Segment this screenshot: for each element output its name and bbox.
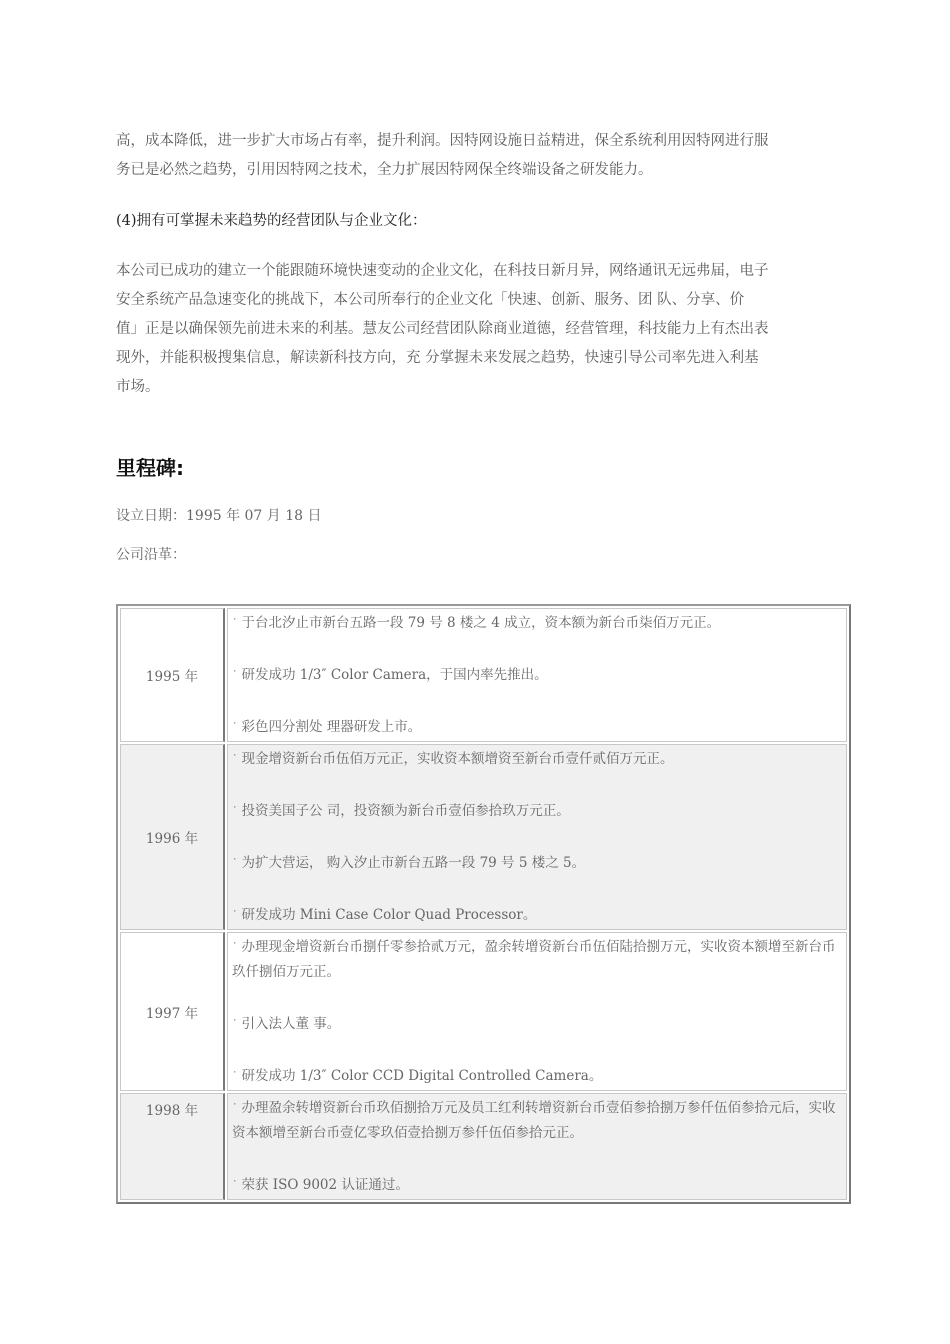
intro-line: 安全系统产品急速变化的挑战下，本公司所奉行的企业文化「快速、创新、服务、团 队、分享、价 xyxy=(116,292,745,308)
history-label: 公司沿革： xyxy=(116,547,186,563)
item-text: 办理现金增资新台币捌仟零参拾贰万元，盈余转增资新台币伍佰陆拾捌万元，实收资本额增至新台币玖仟捌佰万元正。 xyxy=(232,939,836,980)
list-item xyxy=(229,662,845,714)
bullet-icon: ˙ xyxy=(232,1179,238,1192)
intro-line: 值」正是以确保领先前进未来的利基。慧友公司经营团队除商业道德，经营管理，科技能力上有杰出表 xyxy=(116,321,769,337)
year-cell: 1998 年 xyxy=(120,1093,225,1200)
bullet-icon: ˙ xyxy=(232,857,238,870)
list-item xyxy=(229,934,845,1011)
intro-paragraph-1 xyxy=(116,127,836,185)
list-item xyxy=(229,746,845,798)
item-text: 研发成功 Mini Case Color Quad Processor。 xyxy=(241,907,537,923)
events-cell xyxy=(227,1093,847,1200)
item-text: 引入法人董 事。 xyxy=(241,1016,341,1032)
milestones-title: 里程碑: xyxy=(116,456,184,480)
table-row xyxy=(120,1093,847,1200)
intro-line: 务已是必然之趋势，引用因特网之技术，全力扩展因特网保全终端设备之研发能力。 xyxy=(116,162,653,178)
list-item xyxy=(229,798,845,850)
bullet-icon: ˙ xyxy=(232,753,238,766)
year-cell: 1997 年 xyxy=(120,932,225,1091)
intro-paragraph-2 xyxy=(116,257,836,402)
list-item xyxy=(229,610,845,662)
bullet-icon: ˙ xyxy=(232,1070,238,1083)
item-text: 于台北汐止市新台五路一段 79 号 8 楼之 4 成立，资本额为新台币柒佰万元正。 xyxy=(241,615,721,631)
table-row xyxy=(120,744,847,930)
bullet-icon: ˙ xyxy=(232,941,238,954)
item-text: 投资美国子公 司，投资额为新台币壹佰参拾玖万元正。 xyxy=(241,803,570,819)
bullet-icon: ˙ xyxy=(232,669,238,682)
year-cell: 1996 年 xyxy=(120,744,225,930)
item-text: 现金增资新台币伍佰万元正，实收资本额增资至新台币壹仟贰佰万元正。 xyxy=(241,751,674,767)
bullet-icon: ˙ xyxy=(232,721,238,734)
table-row xyxy=(120,932,847,1091)
events-cell xyxy=(227,608,847,742)
events-cell xyxy=(227,932,847,1091)
intro-line: 本公司已成功的建立一个能跟随环境快速变动的企业文化，在科技日新月异，网络通讯无远弗届，电子 xyxy=(116,263,769,279)
list-item xyxy=(229,714,845,740)
year-cell: 1995 年 xyxy=(120,608,225,742)
list-item xyxy=(229,1063,845,1089)
table-row xyxy=(120,608,847,742)
list-item xyxy=(229,850,845,902)
list-item xyxy=(229,1095,845,1172)
bullet-icon: ˙ xyxy=(232,1102,238,1115)
item-text: 为扩大营运， 购入汐止市新台五路一段 79 号 5 楼之 5。 xyxy=(241,855,586,871)
bullet-icon: ˙ xyxy=(232,617,238,630)
intro-line: 高，成本降低，进一步扩大市场占有率，提升利润。因特网设施日益精进，保全系统利用因特网进行服 xyxy=(116,133,769,149)
item-text: 彩色四分割处 理器研发上市。 xyxy=(241,719,422,735)
list-item xyxy=(229,1011,845,1063)
history-table xyxy=(116,604,851,1204)
list-item xyxy=(229,902,845,928)
bullet-icon: ˙ xyxy=(232,805,238,818)
item-text: 研发成功 1/3″ Color Camera，于国内率先推出。 xyxy=(241,667,548,683)
item-text: 办理盈余转增资新台币玖佰捌拾万元及员工红利转增资新台币壹佰参拾捌万参仟伍佰参拾元后，实收资本额增至新台币壹亿零玖佰壹拾捌万参仟伍佰参拾元正。 xyxy=(232,1100,836,1141)
item-text: 研发成功 1/3″ Color CCD Digital Controlled Camera。 xyxy=(241,1068,603,1084)
section-heading-4: (4)拥有可掌握未来趋势的经营团队与企业文化： xyxy=(116,213,427,229)
events-cell xyxy=(227,744,847,930)
bullet-icon: ˙ xyxy=(232,1018,238,1031)
intro-line: 现外，并能积极搜集信息，解读新科技方向，充 分掌握未来发展之趋势，快速引导公司率先进入利基 xyxy=(116,350,759,366)
item-text: 荣获 ISO 9002 认证通过。 xyxy=(241,1177,409,1193)
list-item xyxy=(229,1172,845,1198)
intro-line: 市场。 xyxy=(116,379,160,395)
bullet-icon: ˙ xyxy=(232,909,238,922)
founded-date: 设立日期：1995 年 07 月 18 日 xyxy=(116,508,322,524)
